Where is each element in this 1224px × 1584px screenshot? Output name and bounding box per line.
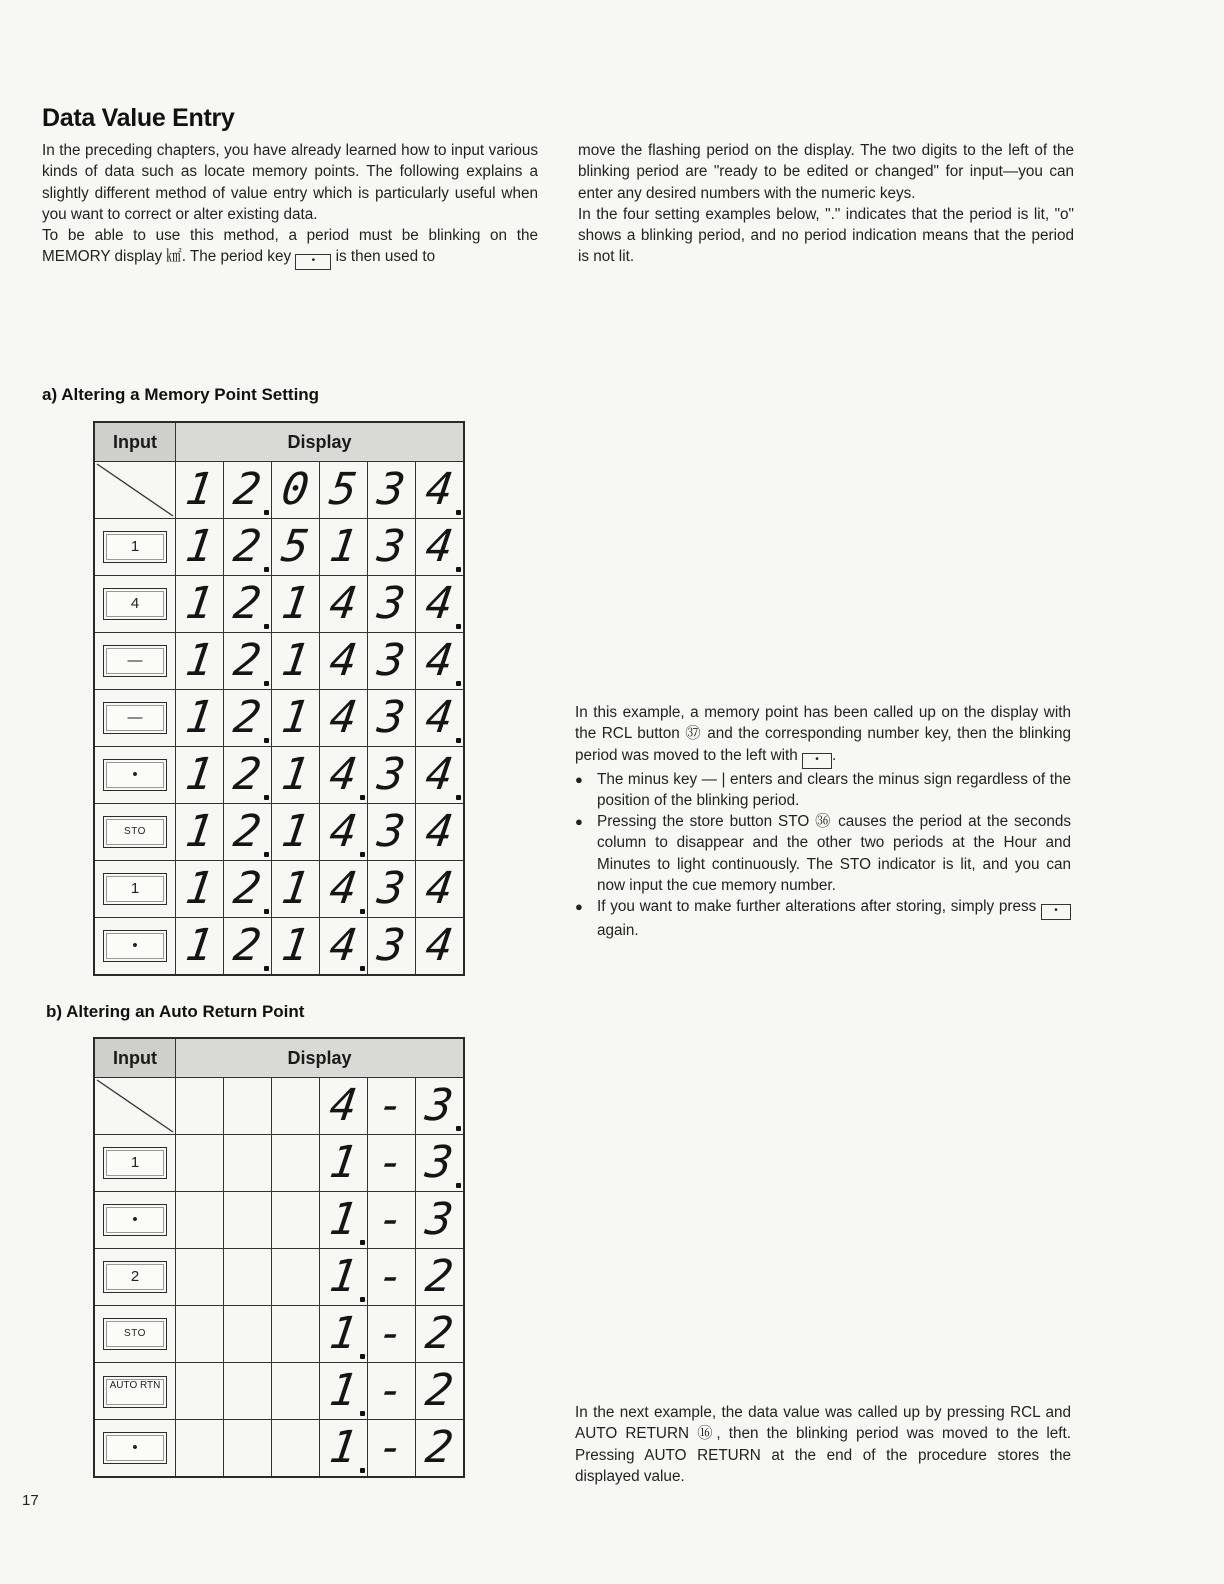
display-digit-cell (224, 1135, 272, 1192)
display-digit: 3 (422, 1080, 457, 1131)
display-digit-cell (272, 633, 320, 690)
key-button[interactable]: 4 (103, 588, 167, 620)
display-digit-cell (416, 1078, 465, 1135)
input-cell (94, 1420, 176, 1478)
period-indicator (456, 681, 461, 686)
display-digit-cell (320, 918, 368, 976)
display-digit: 1 (278, 806, 313, 857)
display-digit: 2 (230, 920, 265, 971)
page-number: 17 (22, 1492, 39, 1509)
display-digit-cell (416, 1363, 465, 1420)
display-digit: 3 (374, 749, 409, 800)
display-digit: 2 (422, 1308, 457, 1359)
input-cell (94, 1135, 176, 1192)
key-button[interactable]: — (103, 645, 167, 677)
display-digit-cell (368, 1192, 416, 1249)
display-digit: 3 (374, 920, 409, 971)
display-digit-cell (176, 918, 224, 976)
display-digit-cell (368, 804, 416, 861)
display-digit: 4 (422, 578, 457, 629)
table-row (94, 1363, 464, 1420)
key-button[interactable]: STO (103, 1318, 167, 1350)
period-indicator (456, 567, 461, 572)
display-digit-cell (224, 519, 272, 576)
auto-return-table (93, 1037, 465, 1478)
list-item-text-end: again. (597, 922, 639, 940)
section-a-title: a) Altering a Memory Point Setting (42, 385, 320, 404)
display-digit-cell (272, 804, 320, 861)
intro-paragraph-2-end: is then used to (335, 248, 436, 266)
display-digit: 4 (422, 692, 457, 743)
period-indicator (264, 738, 269, 743)
display-digit: 1 (182, 578, 217, 629)
input-cell (94, 462, 176, 519)
display-digit: 4 (326, 578, 361, 629)
table-row (94, 918, 464, 976)
display-digit: 2 (230, 521, 265, 572)
display-digit-cell (272, 462, 320, 519)
section-b-note-paragraph: In the next example, the data value was called up by pressing RCL and AUTO RETURN ⑯, then the blinking period was moved to the left. Pressing AUTO RETURN at the end of the procedure stores the displayed value. (575, 1404, 1071, 1485)
display-digit-cell (416, 1306, 465, 1363)
display-digit: 3 (422, 1137, 457, 1188)
section-a-note-text-end: . (832, 746, 837, 764)
display-digit: 1 (278, 749, 313, 800)
display-digit: 4 (326, 920, 361, 971)
display-column-header: Display (176, 1038, 465, 1078)
period-indicator (360, 966, 365, 971)
display-digit-cell (224, 1078, 272, 1135)
list-item (575, 896, 1071, 941)
diagonal-divider (95, 1078, 175, 1134)
display-digit-cell (416, 1135, 465, 1192)
section-a-note-text: In this example, a memory point has been called up on the display with the RCL button ㊲ and the corresponding number key, then the blinking period was moved to the left with (575, 704, 1071, 764)
period-indicator (264, 567, 269, 572)
display-digit-cell (368, 918, 416, 976)
period-indicator (456, 795, 461, 800)
display-digit: 4 (326, 1080, 361, 1131)
display-digit: - (374, 1251, 409, 1302)
display-digit-cell (176, 804, 224, 861)
table-row (94, 690, 464, 747)
display-digit-cell (320, 1363, 368, 1420)
display-digit-cell (320, 1420, 368, 1478)
display-digit: 4 (326, 806, 361, 857)
key-button[interactable]: • (103, 930, 167, 962)
period-indicator (360, 1240, 365, 1245)
display-digit-cell (176, 576, 224, 633)
input-cell (94, 804, 176, 861)
period-indicator (360, 1354, 365, 1359)
display-digit-cell (176, 1363, 224, 1420)
period-indicator (360, 795, 365, 800)
display-digit: 1 (326, 1251, 361, 1302)
display-digit: 1 (182, 464, 217, 515)
display-digit-cell (176, 1192, 224, 1249)
display-digit-cell (320, 1192, 368, 1249)
intro-paragraph-1: In the preceding chapters, you have already learned how to input various kinds of data such as locate memory points. The following explains a slightly different method of value entry which is particularly useful when you want to correct or alter existing data. (42, 142, 538, 223)
display-digit: 1 (182, 806, 217, 857)
display-digit-cell (368, 747, 416, 804)
display-digit-cell (224, 1420, 272, 1478)
display-digit: 1 (278, 863, 313, 914)
display-digit-cell (368, 462, 416, 519)
display-digit-cell (224, 1192, 272, 1249)
key-button[interactable]: • (103, 1432, 167, 1464)
input-cell (94, 576, 176, 633)
display-digit: 1 (326, 521, 361, 572)
period-key-icon: • (1041, 904, 1071, 920)
key-button[interactable]: — (103, 702, 167, 734)
display-digit-cell (272, 1420, 320, 1478)
display-digit: 1 (182, 749, 217, 800)
display-digit: 4 (326, 635, 361, 686)
display-digit-cell (320, 1249, 368, 1306)
display-digit-cell (368, 1078, 416, 1135)
display-digit-cell (320, 1078, 368, 1135)
display-digit-cell (416, 1249, 465, 1306)
display-digit-cell (224, 918, 272, 976)
display-digit-cell (176, 1249, 224, 1306)
display-digit-cell (416, 519, 465, 576)
period-indicator (360, 852, 365, 857)
display-digit-cell (368, 1420, 416, 1478)
display-digit: 1 (326, 1365, 361, 1416)
period-key-icon: • (802, 753, 832, 769)
display-digit: 2 (230, 578, 265, 629)
display-digit-cell (416, 861, 465, 918)
display-digit: 1 (326, 1422, 361, 1473)
display-digit: - (374, 1080, 409, 1131)
display-digit-cell (368, 1249, 416, 1306)
display-digit-cell (224, 804, 272, 861)
period-indicator (456, 1183, 461, 1188)
display-digit: 4 (326, 863, 361, 914)
display-digit-cell (416, 1192, 465, 1249)
display-digit-cell (320, 462, 368, 519)
period-indicator (264, 624, 269, 629)
display-digit-cell (224, 462, 272, 519)
display-digit: 1 (182, 920, 217, 971)
display-digit: 2 (230, 464, 265, 515)
display-digit-cell (320, 690, 368, 747)
period-indicator (264, 852, 269, 857)
input-cell (94, 1306, 176, 1363)
display-digit-cell (320, 747, 368, 804)
display-digit-cell (272, 1249, 320, 1306)
display-digit-cell (320, 1306, 368, 1363)
display-digit-cell (320, 519, 368, 576)
display-digit: 5 (278, 521, 313, 572)
display-digit-cell (416, 918, 465, 976)
display-digit-cell (272, 861, 320, 918)
display-digit-cell (416, 747, 465, 804)
key-button[interactable]: 1 (103, 1147, 167, 1179)
key-button[interactable]: 1 (103, 531, 167, 563)
display-digit: 1 (182, 863, 217, 914)
display-digit: 3 (422, 1194, 457, 1245)
intro-paragraph-4: In the four setting examples below, "." indicates that the period is lit, "o" shows a blinking period, and no period indication means that the period is not lit. (578, 205, 1074, 266)
intro-paragraph-3: move the flashing period on the display. The two digits to the left of the blinking period are "ready to be edited or changed" for input—you can enter any desired numbers with the numeric keys. (578, 142, 1074, 202)
display-digit: 4 (422, 464, 457, 515)
display-digit-cell (368, 519, 416, 576)
input-column-header: Input (94, 1038, 176, 1078)
display-digit-cell (416, 576, 465, 633)
display-digit: 3 (374, 578, 409, 629)
table-row (94, 519, 464, 576)
display-digit: 1 (182, 692, 217, 743)
display-digit: 4 (422, 863, 457, 914)
display-digit: 4 (326, 749, 361, 800)
period-indicator (264, 681, 269, 686)
display-digit: 3 (374, 464, 409, 515)
display-digit-cell (224, 1249, 272, 1306)
display-digit-cell (224, 690, 272, 747)
display-digit-cell (416, 690, 465, 747)
period-indicator (360, 1297, 365, 1302)
display-digit: 4 (422, 635, 457, 686)
display-digit: 1 (182, 521, 217, 572)
period-key-icon: • (295, 254, 331, 270)
list-item-text: If you want to make further alterations after storing, simply press (597, 898, 1037, 916)
display-digit: - (374, 1308, 409, 1359)
display-digit-cell (176, 1078, 224, 1135)
display-digit: 2 (230, 749, 265, 800)
display-digit-cell (176, 462, 224, 519)
display-digit-cell (176, 519, 224, 576)
memory-point-table (93, 421, 465, 976)
key-button[interactable]: STO (103, 816, 167, 848)
input-cell (94, 1363, 176, 1420)
display-digit-cell (176, 1420, 224, 1478)
display-digit-cell (272, 1306, 320, 1363)
period-indicator (360, 909, 365, 914)
display-digit-cell (176, 861, 224, 918)
key-button[interactable]: 1 (103, 873, 167, 905)
display-digit: 1 (278, 635, 313, 686)
period-indicator (456, 510, 461, 515)
input-column-header: Input (94, 422, 176, 462)
display-digit: - (374, 1422, 409, 1473)
period-indicator (360, 1468, 365, 1473)
display-digit: - (374, 1194, 409, 1245)
display-digit: 4 (422, 920, 457, 971)
display-digit: 0 (278, 464, 313, 515)
period-indicator (360, 1411, 365, 1416)
display-digit-cell (368, 1306, 416, 1363)
table-row (94, 861, 464, 918)
display-digit-cell (368, 576, 416, 633)
table-row (94, 1192, 464, 1249)
table-row (94, 633, 464, 690)
intro-right-column (578, 140, 1074, 268)
display-digit-cell (368, 1363, 416, 1420)
diagonal-divider (95, 462, 175, 518)
display-digit-cell (272, 1363, 320, 1420)
display-digit-cell (320, 861, 368, 918)
display-digit: 3 (374, 863, 409, 914)
input-cell (94, 1078, 176, 1135)
display-digit: 2 (230, 806, 265, 857)
display-digit-cell (416, 804, 465, 861)
display-digit: 2 (422, 1422, 457, 1473)
display-digit-cell (272, 1135, 320, 1192)
section-a-note (575, 702, 1071, 942)
period-indicator (264, 795, 269, 800)
period-indicator (264, 966, 269, 971)
display-digit-cell (224, 576, 272, 633)
display-digit-cell (368, 633, 416, 690)
display-digit-cell (272, 690, 320, 747)
display-digit-cell (176, 633, 224, 690)
key-button[interactable]: AUTO RTN (103, 1376, 167, 1408)
display-digit: 1 (278, 578, 313, 629)
table-row (94, 1420, 464, 1478)
display-digit-cell (176, 747, 224, 804)
display-digit: - (374, 1365, 409, 1416)
display-digit: 3 (374, 521, 409, 572)
display-digit-cell (320, 804, 368, 861)
input-cell (94, 633, 176, 690)
display-digit: 5 (326, 464, 361, 515)
display-digit-cell (224, 1306, 272, 1363)
input-cell (94, 918, 176, 976)
period-indicator (264, 510, 269, 515)
display-digit-cell (272, 519, 320, 576)
display-digit: 3 (374, 806, 409, 857)
display-digit-cell (416, 462, 465, 519)
display-digit-cell (224, 633, 272, 690)
table-row (94, 462, 464, 519)
display-digit-cell (176, 1135, 224, 1192)
display-digit: 3 (374, 692, 409, 743)
display-digit-cell (320, 576, 368, 633)
section-a-note-paragraph (575, 702, 1071, 769)
table-row (94, 1135, 464, 1192)
table-row (94, 804, 464, 861)
display-digit-cell (176, 690, 224, 747)
display-digit: 4 (326, 692, 361, 743)
display-digit: 1 (326, 1194, 361, 1245)
display-digit-cell (272, 918, 320, 976)
intro-left-column (42, 140, 538, 270)
display-digit-cell (224, 861, 272, 918)
table-row (94, 747, 464, 804)
input-cell (94, 861, 176, 918)
display-digit: 4 (422, 749, 457, 800)
display-digit-cell (320, 633, 368, 690)
display-digit: - (374, 1137, 409, 1188)
display-digit: 1 (326, 1308, 361, 1359)
input-cell (94, 747, 176, 804)
list-item: ● The minus key — | enters and clears the minus sign regardless of the position of the blinking period. (575, 769, 1071, 812)
key-button[interactable]: 2 (103, 1261, 167, 1293)
input-cell (94, 1192, 176, 1249)
table-row (94, 576, 464, 633)
section-a-bullet-list (575, 769, 1071, 942)
display-digit-cell (272, 1192, 320, 1249)
display-digit: 4 (422, 521, 457, 572)
display-digit-cell (416, 633, 465, 690)
display-digit-cell (272, 747, 320, 804)
key-button[interactable]: • (103, 1204, 167, 1236)
section-b-title: b) Altering an Auto Return Point (46, 1002, 305, 1021)
key-button[interactable]: • (103, 759, 167, 791)
display-digit-cell (320, 1135, 368, 1192)
display-digit-cell (272, 576, 320, 633)
list-item: ● Pressing the store button STO ㊱ causes the period at the seconds column to disappear and the other two periods at the Hour and Minutes to light continuously. The STO indicator is lit, and you can now input the cue memory number. (575, 811, 1071, 896)
period-indicator (456, 1126, 461, 1131)
display-digit: 1 (278, 692, 313, 743)
period-indicator (456, 624, 461, 629)
display-digit-cell (368, 690, 416, 747)
section-b-note (575, 1402, 1071, 1487)
page-title: Data Value Entry (42, 104, 235, 132)
table-row (94, 1078, 464, 1135)
table-row (94, 1249, 464, 1306)
display-digit: 1 (326, 1137, 361, 1188)
display-digit: 1 (278, 920, 313, 971)
display-digit-cell (176, 1306, 224, 1363)
display-digit-cell (224, 1363, 272, 1420)
display-digit: 2 (230, 863, 265, 914)
display-digit-cell (224, 747, 272, 804)
period-indicator (456, 738, 461, 743)
display-digit-cell (368, 1135, 416, 1192)
display-digit: 2 (230, 635, 265, 686)
display-digit-cell (368, 861, 416, 918)
input-cell (94, 1249, 176, 1306)
display-digit: 4 (422, 806, 457, 857)
period-indicator (264, 909, 269, 914)
display-digit: 1 (182, 635, 217, 686)
display-digit-cell (272, 1078, 320, 1135)
input-cell (94, 519, 176, 576)
display-column-header: Display (176, 422, 465, 462)
input-cell (94, 690, 176, 747)
table-row (94, 1306, 464, 1363)
display-digit: 2 (230, 692, 265, 743)
display-digit-cell (416, 1420, 465, 1478)
display-digit: 3 (374, 635, 409, 686)
intro-paragraph-2-start: To be able to use this method, a period must be blinking on the MEMORY display ㎢. The period key (42, 227, 538, 266)
display-digit: 2 (422, 1251, 457, 1302)
display-digit: 2 (422, 1365, 457, 1416)
intro-paragraph-2 (42, 225, 538, 270)
